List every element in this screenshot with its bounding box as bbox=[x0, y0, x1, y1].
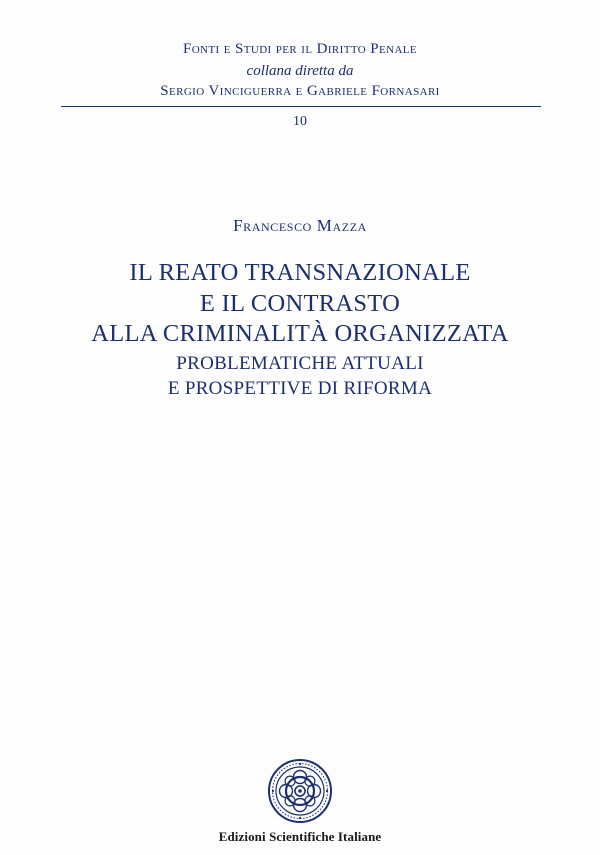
book-subtitle-line-1: PROBLEMATICHE ATTUALI bbox=[176, 353, 424, 374]
series-name: Fonti e Studi per il Diritto Penale bbox=[182, 41, 418, 57]
book-title-line-3: ALLA CRIMINALITÀ ORGANIZZATA bbox=[91, 320, 509, 347]
volume-number: 10 bbox=[293, 114, 307, 129]
series-subtitle: collana diretta da bbox=[246, 63, 354, 79]
publisher-seal-icon bbox=[267, 758, 333, 824]
book-title-line-1: IL REATO TRANSNAZIONALE bbox=[129, 259, 471, 286]
book-title-line-2: E IL CONTRASTO bbox=[199, 290, 401, 317]
divider-rule bbox=[61, 106, 541, 107]
series-editors: Sergio Vinciguerra e Gabriele Fornasari bbox=[160, 83, 440, 99]
publisher-name: Edizioni Scientifiche Italiane bbox=[218, 829, 382, 844]
author-name: Francesco Mazza bbox=[233, 216, 367, 235]
book-subtitle-line-2: E PROSPETTIVE DI RIFORMA bbox=[167, 378, 433, 399]
